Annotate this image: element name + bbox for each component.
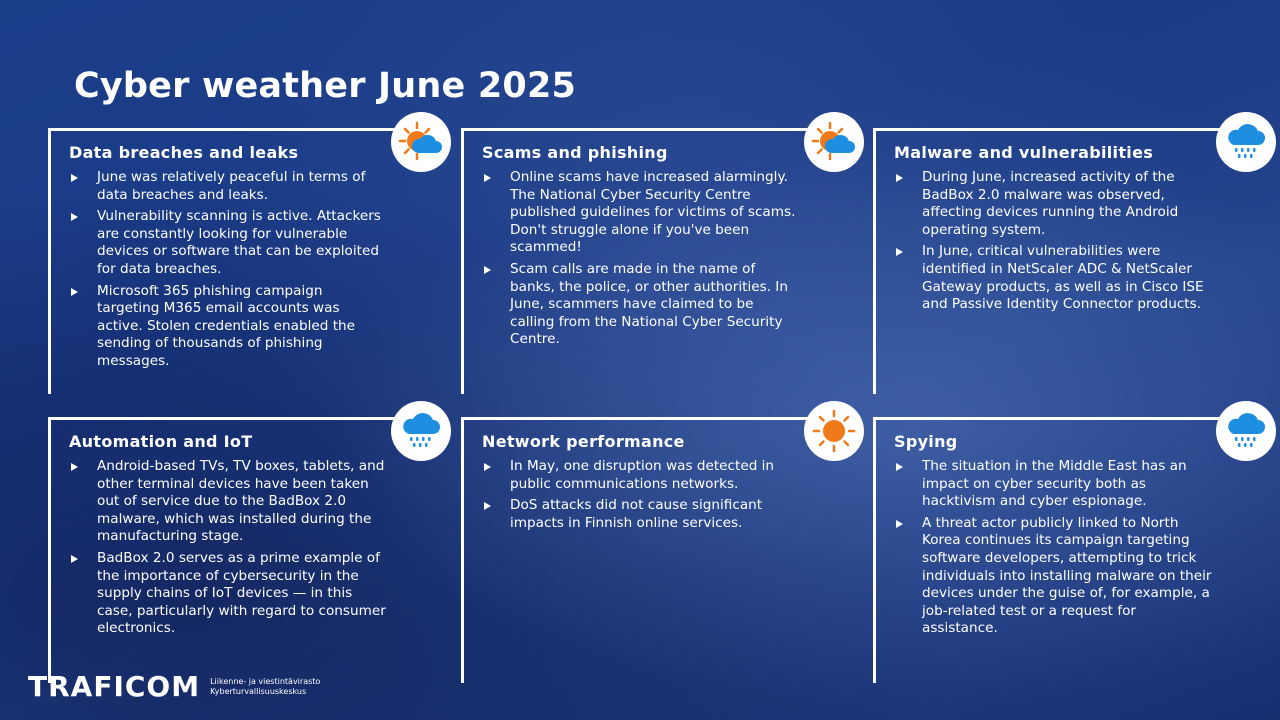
page-title: Cyber weather June 2025 [74,66,577,106]
list-item: June was relatively peaceful in terms of data breaches and leaks. [69,169,387,204]
card-automation-iot [48,417,420,683]
card-title: Data breaches and leaks [69,143,299,162]
bullet-list [69,458,387,642]
logo-subtitle-line: Kyberturvallisuuskeskus [210,686,307,696]
list-item: Microsoft 365 phishing campaign targeting M365 email accounts was active. Stolen credentials enabled the sending of thousands of phishing messages. [69,283,387,371]
card-title: Network performance [482,432,685,451]
list-item: A threat actor publicly linked to North Korea continues its campaign targeting software developers, attempting to trick individuals into installing malware on their devices under the guise of, for example, a job-related test or a request for assistance. [894,515,1212,638]
list-item: Online scams have increased alarmingly. The National Cyber Security Centre published guidelines for victims of scams. Don't struggle alone if you've been scammed! [482,169,800,257]
card-malware-vulnerabilities [873,128,1245,394]
list-item: DoS attacks did not cause significant impacts in Finnish online services. [482,497,800,532]
list-item: Android-based TVs, TV boxes, tablets, and other terminal devices have been taken out of service due to the BadBox 2.0 malware, which was installed during the manufacturing stage. [69,458,387,546]
sun-icon [804,401,864,461]
card-title: Scams and phishing [482,143,668,162]
card-scams-phishing [461,128,833,394]
bullet-list [69,169,387,375]
logo-subtitle [210,677,320,697]
bullet-list [482,169,800,353]
list-item: BadBox 2.0 serves as a prime example of the importance of cybersecurity in the supply chains of IoT devices — in this case, particularly with regard to consumer electronics. [69,550,387,638]
partly-sunny-icon [804,112,864,172]
logo-subtitle-line: Liikenne- ja viestintävirasto [210,676,321,686]
list-item: Scam calls are made in the name of banks, the police, or other authorities. In June, scammers have claimed to be calling from the National Cyber Security Centre. [482,261,800,349]
partly-sunny-icon [391,112,451,172]
list-item: During June, increased activity of the BadBox 2.0 malware was observed, affecting devices running the Android operating system. [894,169,1212,239]
card-network-performance [461,417,833,683]
list-item: In June, critical vulnerabilities were identified in NetScaler ADC & NetScaler Gateway products, as well as in Cisco ISE and Passive Identity Connector products. [894,243,1212,313]
rain-cloud-icon [1216,401,1276,461]
card-title: Spying [894,432,958,451]
traficom-logo [28,670,320,703]
list-item: Vulnerability scanning is active. Attackers are constantly looking for vulnerable devices or software that can be exploited for data breaches. [69,208,387,278]
bullet-list [894,169,1212,318]
card-title: Automation and IoT [69,432,253,451]
rain-cloud-icon [1216,112,1276,172]
list-item: The situation in the Middle East has an impact on cyber security both as hacktivism and cyber espionage. [894,458,1212,511]
bullet-list [482,458,800,536]
card-spying [873,417,1245,683]
rain-cloud-icon [391,401,451,461]
logo-wordmark: TRAFICOM [28,670,201,703]
bullet-list [894,458,1212,642]
list-item: In May, one disruption was detected in public communications networks. [482,458,800,493]
card-data-breaches [48,128,420,394]
card-title: Malware and vulnerabilities [894,143,1154,162]
